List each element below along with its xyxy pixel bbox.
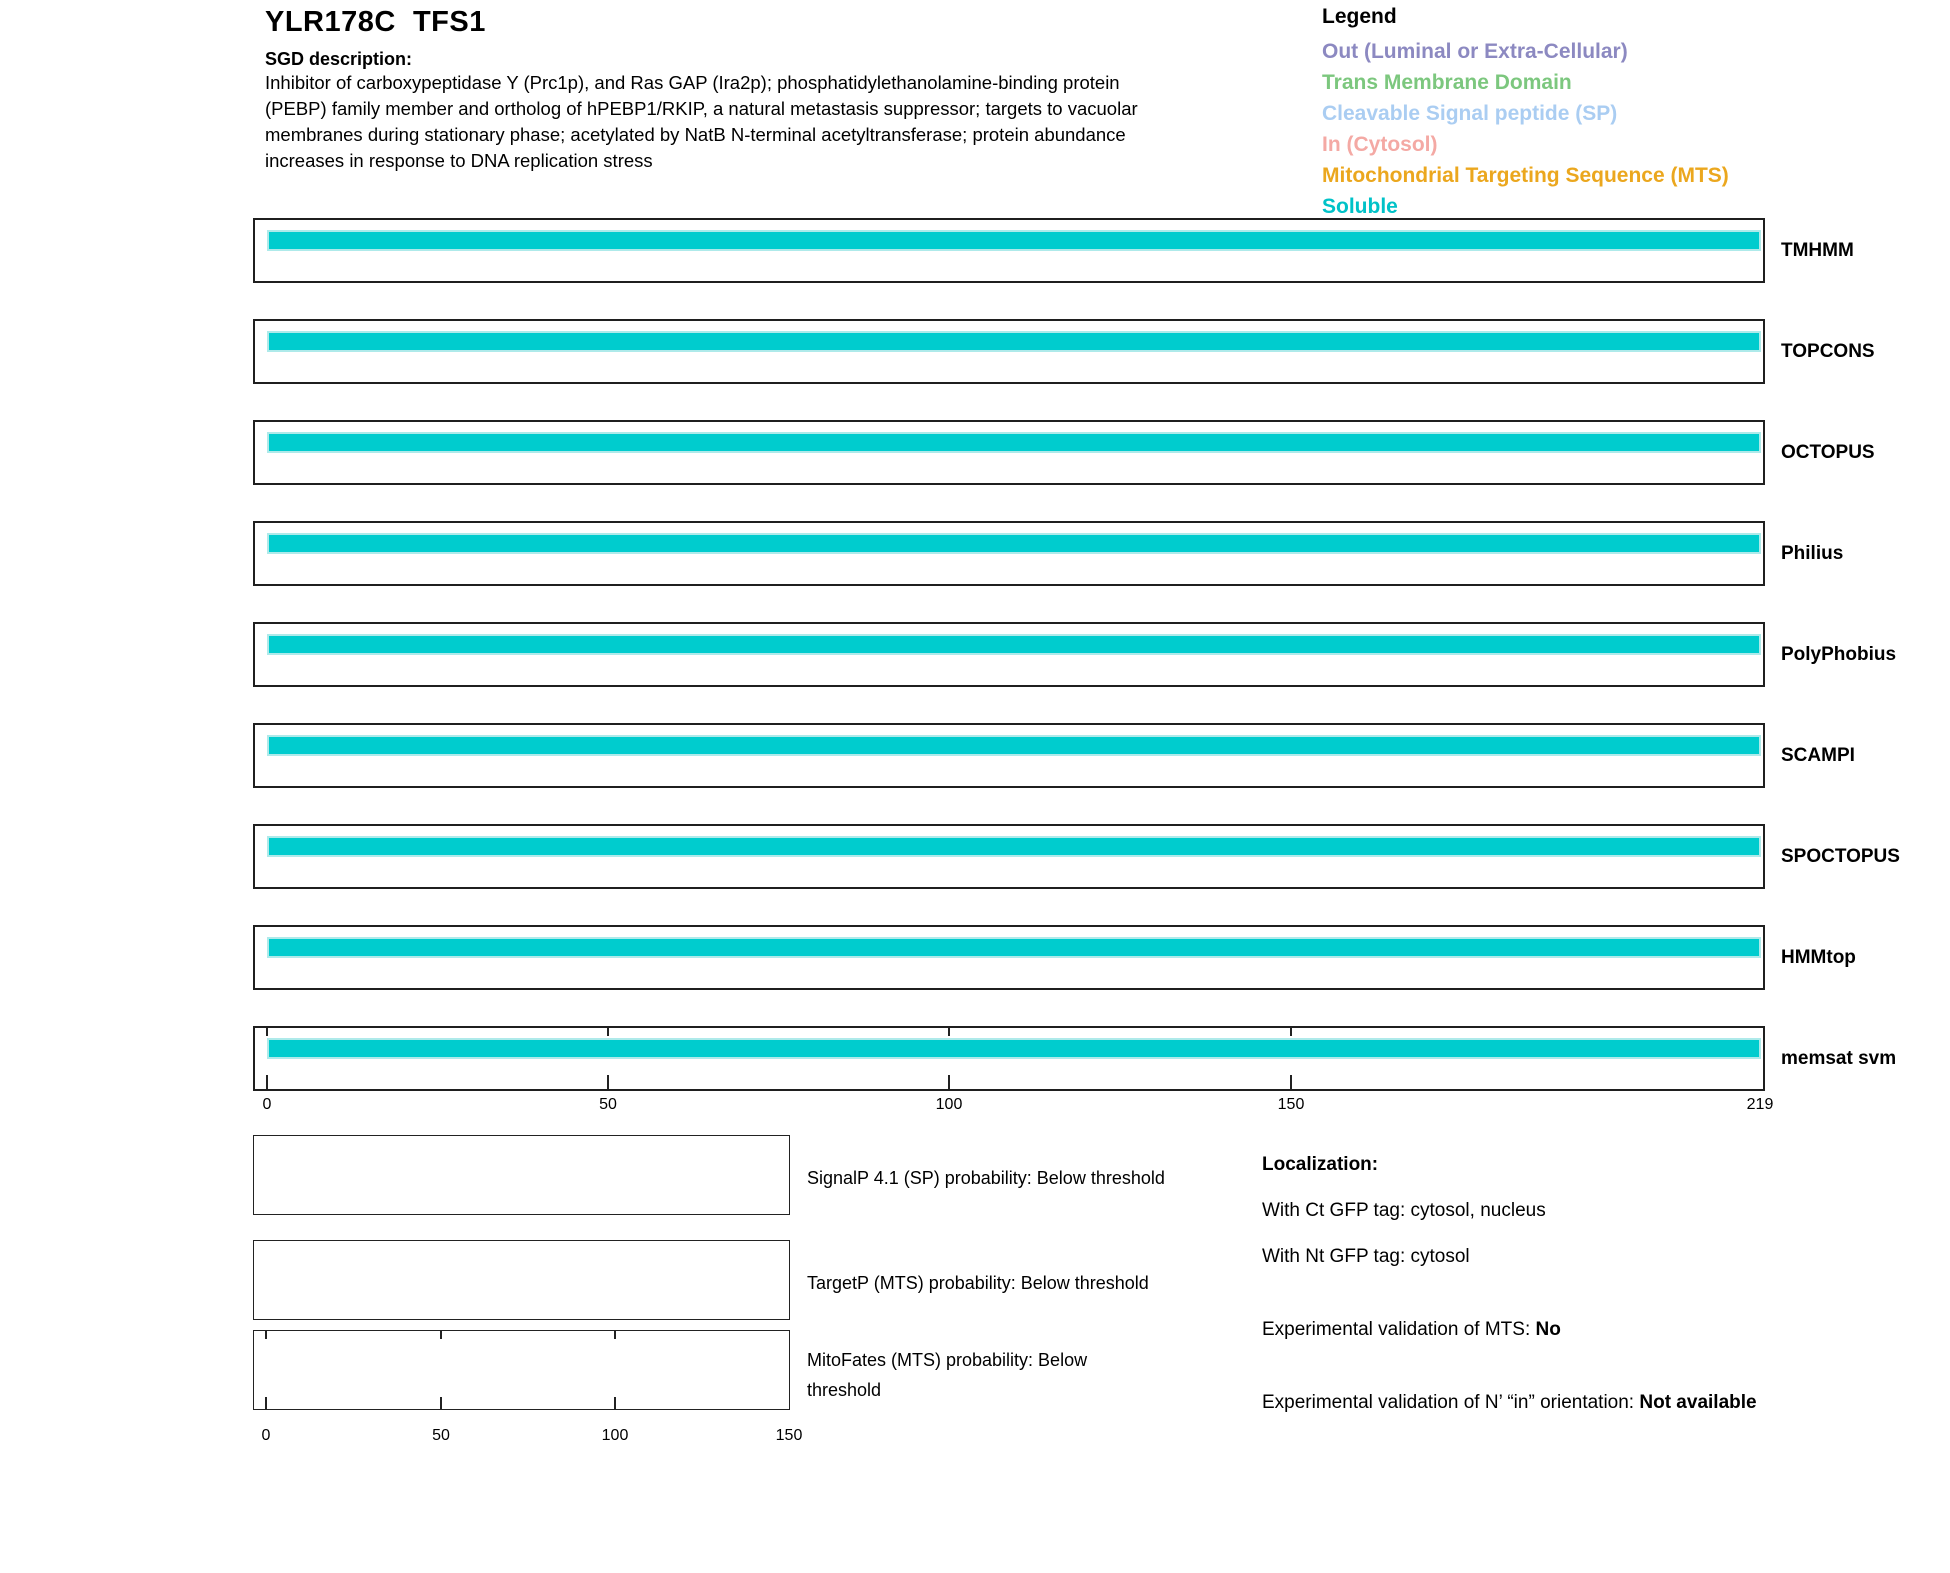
mts-validation-value: No [1535, 1319, 1561, 1340]
track-plot-box [253, 925, 1765, 990]
track-label: HMMtop [1781, 947, 1856, 968]
mts-validation-line [1262, 1317, 1762, 1342]
track-label: TMHMM [1781, 240, 1854, 261]
soluble-span-bar [267, 432, 1761, 453]
legend-item-in: In (Cytosol) [1322, 133, 1438, 156]
orientation-validation-value: Not available [1639, 1392, 1757, 1413]
orientation-validation-label: Experimental validation of N’ “in” orientation: [1262, 1392, 1640, 1413]
axis-tick [440, 1397, 442, 1409]
mitofates-caption: MitoFates (MTS) probability: Below threshold [807, 1350, 1088, 1400]
probability-axis [253, 1427, 803, 1449]
axis-tick-label: 100 [601, 1427, 629, 1444]
axis-tick-label: 0 [262, 1096, 272, 1113]
legend-item-out: Out (Luminal or Extra-Cellular) [1322, 40, 1628, 63]
track-polyphobius [253, 622, 1897, 687]
axis-tick-label: 100 [935, 1096, 963, 1113]
track-label: PolyPhobius [1781, 644, 1897, 665]
track-label: SCAMPI [1781, 745, 1855, 766]
track-plot-box [253, 521, 1765, 586]
axis-tick-label: 150 [1277, 1096, 1305, 1113]
axis-tick [614, 1397, 616, 1409]
description-line: Inhibitor of carboxypeptidase Y (Prc1p), and Ras GAP (Ira2p); phosphatidylethanolamine-binding protein [265, 72, 1120, 93]
targetp-caption: TargetP (MTS) probability: Below threshold [807, 1273, 1149, 1293]
axis-tick [948, 1075, 950, 1089]
track-memsat-svm [253, 1026, 1897, 1091]
legend [1322, 5, 1729, 222]
sgd-description-heading: SGD description: [265, 49, 413, 69]
signalp-plot-box [253, 1135, 790, 1215]
track-plot-box [253, 723, 1765, 788]
signalp-caption: SignalP 4.1 (SP) probability: Below threshold [807, 1168, 1165, 1188]
description-line: (PEBP) family member and ortholog of hPEBP1/RKIP, a natural metastasis suppressor; targets to vacuolar [265, 98, 1138, 119]
description-line: increases in response to DNA replication stress [265, 150, 653, 171]
soluble-span-bar [267, 836, 1761, 857]
spacer [1262, 1290, 1762, 1317]
legend-item-soluble: Soluble [1322, 195, 1398, 218]
description-line: membranes during stationary phase; acetylated by NatB N-terminal acetyltransferase; protein abundance [265, 124, 1126, 145]
track-plot-box [253, 824, 1765, 889]
axis-tick [266, 1075, 268, 1089]
legend-title: Legend [1322, 5, 1397, 28]
sgd-description-text [265, 70, 1138, 174]
soluble-span-bar [267, 331, 1761, 352]
soluble-span-bar [267, 634, 1761, 655]
track-plot-box [253, 218, 1765, 283]
soluble-span-bar [267, 533, 1761, 554]
legend-item-sp: Cleavable Signal peptide (SP) [1322, 102, 1618, 125]
soluble-span-bar [267, 735, 1761, 756]
axis-tick [1290, 1075, 1292, 1089]
track-plot-box [253, 319, 1765, 384]
track-plot-box [253, 1026, 1765, 1091]
axis-tick-label: 50 [599, 1096, 617, 1113]
track-label: memsat svm [1781, 1048, 1897, 1069]
soluble-span-bar [267, 937, 1761, 958]
track-plot-box [253, 622, 1765, 687]
track-philius [253, 521, 1844, 586]
track-label: Philius [1781, 543, 1844, 564]
axis-tick [265, 1397, 267, 1409]
axis-tick [440, 1331, 442, 1339]
soluble-span-bar [267, 230, 1761, 251]
axis-tick [607, 1028, 609, 1036]
axis-tick [1290, 1028, 1292, 1036]
axis-tick [266, 1028, 268, 1036]
axis-tick [265, 1331, 267, 1339]
track-label: SPOCTOPUS [1781, 846, 1900, 867]
axis-tick [948, 1028, 950, 1036]
track-tmhmm [253, 218, 1854, 283]
axis-tick [607, 1075, 609, 1089]
axis-tick [614, 1331, 616, 1339]
axis-tick-label: 219 [1746, 1096, 1774, 1113]
soluble-span-bar [267, 1038, 1761, 1059]
ct-gfp-localization: With Ct GFP tag: cytosol, nucleus [1262, 1200, 1546, 1221]
track-label: TOPCONS [1781, 341, 1875, 362]
axis-tick-label: 150 [775, 1427, 803, 1444]
track-plot-box [253, 420, 1765, 485]
mitofates-plot-box [253, 1330, 790, 1410]
mts-validation-label: Experimental validation of MTS: [1262, 1319, 1536, 1340]
legend-item-mts: Mitochondrial Targeting Sequence (MTS) [1322, 164, 1729, 187]
orientation-validation-line [1262, 1384, 1762, 1421]
targetp-plot-box [253, 1240, 790, 1320]
track-hmmtop [253, 925, 1856, 990]
axis-tick-label: 50 [432, 1427, 450, 1444]
nt-gfp-localization: With Nt GFP tag: cytosol [1262, 1246, 1470, 1267]
track-spoctopus [253, 824, 1900, 889]
residue-axis [253, 1096, 1774, 1118]
axis-tick-label: 0 [261, 1427, 271, 1444]
localization-panel [1262, 1152, 1762, 1442]
legend-item-tmd: Trans Membrane Domain [1322, 71, 1572, 94]
track-scampi [253, 723, 1855, 788]
prediction-tracks [253, 218, 1900, 1127]
track-label: OCTOPUS [1781, 442, 1875, 463]
track-octopus [253, 420, 1875, 485]
localization-heading: Localization: [1262, 1154, 1379, 1175]
page-title: YLR178C TFS1 [265, 6, 486, 38]
track-topcons [253, 319, 1875, 384]
